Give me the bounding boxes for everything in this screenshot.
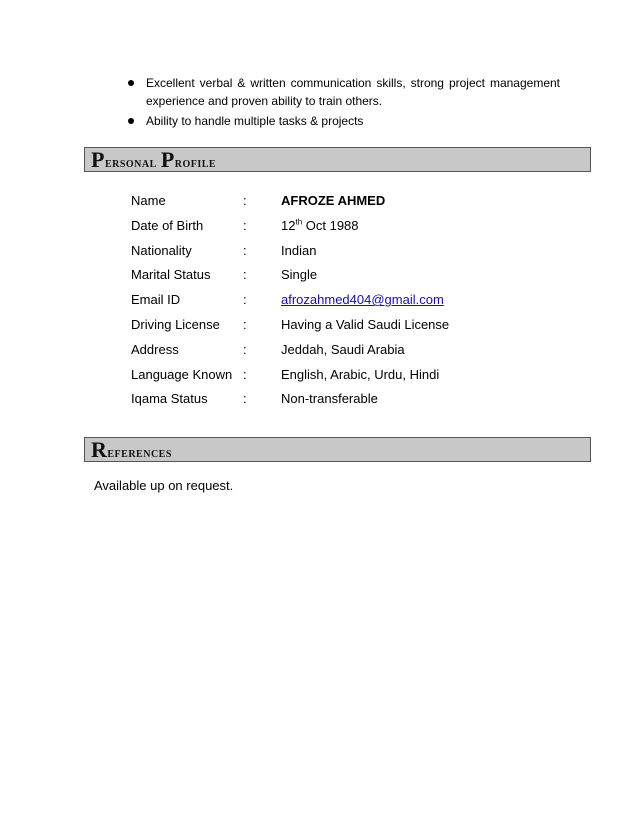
separator: :: [243, 242, 247, 258]
profile-label: Date of Birth: [131, 217, 204, 233]
bullet-icon: [128, 80, 134, 86]
separator: :: [243, 316, 247, 332]
profile-label: Language Known: [131, 366, 233, 382]
profile-label: Email ID: [131, 292, 181, 308]
separator: :: [243, 366, 247, 382]
separator: :: [243, 267, 247, 283]
profile-label: Marital Status: [131, 267, 211, 283]
bullet-text: Ability to handle multiple tasks & projects: [146, 114, 364, 128]
separator: :: [243, 217, 247, 233]
profile-value: Indian: [281, 242, 317, 258]
list-item: [128, 74, 560, 110]
email-link[interactable]: afrozahmed404@gmail.com: [281, 292, 444, 308]
profile-label: Address: [131, 341, 179, 357]
profile-label: Name: [131, 193, 166, 208]
profile-label: Driving License: [131, 316, 220, 332]
profile-value: Non-transferable: [281, 391, 378, 407]
separator: :: [243, 292, 247, 308]
skills-bullet-list: [128, 74, 560, 132]
references-text: Available up on request.: [94, 478, 234, 493]
references-header: [84, 437, 591, 462]
list-item: [128, 112, 560, 130]
separator: :: [243, 193, 247, 208]
profile-value: AFROZE AHMED: [281, 193, 386, 208]
profile-label: Nationality: [131, 242, 192, 258]
profile-value: Jeddah, Saudi Arabia: [281, 341, 405, 357]
profile-value: English, Arabic, Urdu, Hindi: [281, 366, 440, 382]
personal-profile-header: [84, 147, 591, 172]
profile-value: 12th Oct 1988: [281, 217, 359, 233]
section-title: Personal Profile: [91, 147, 217, 172]
bullet-text: Excellent verbal & written communication skills, strong project management experience and proven ability to train others.: [146, 76, 560, 108]
section-title: References: [91, 437, 172, 462]
profile-value: Single: [281, 267, 318, 283]
profile-value: Having a Valid Saudi License: [281, 316, 450, 332]
bullet-icon: [128, 118, 134, 124]
profile-label: Iqama Status: [131, 391, 208, 407]
separator: :: [243, 391, 247, 407]
separator: :: [243, 341, 247, 357]
